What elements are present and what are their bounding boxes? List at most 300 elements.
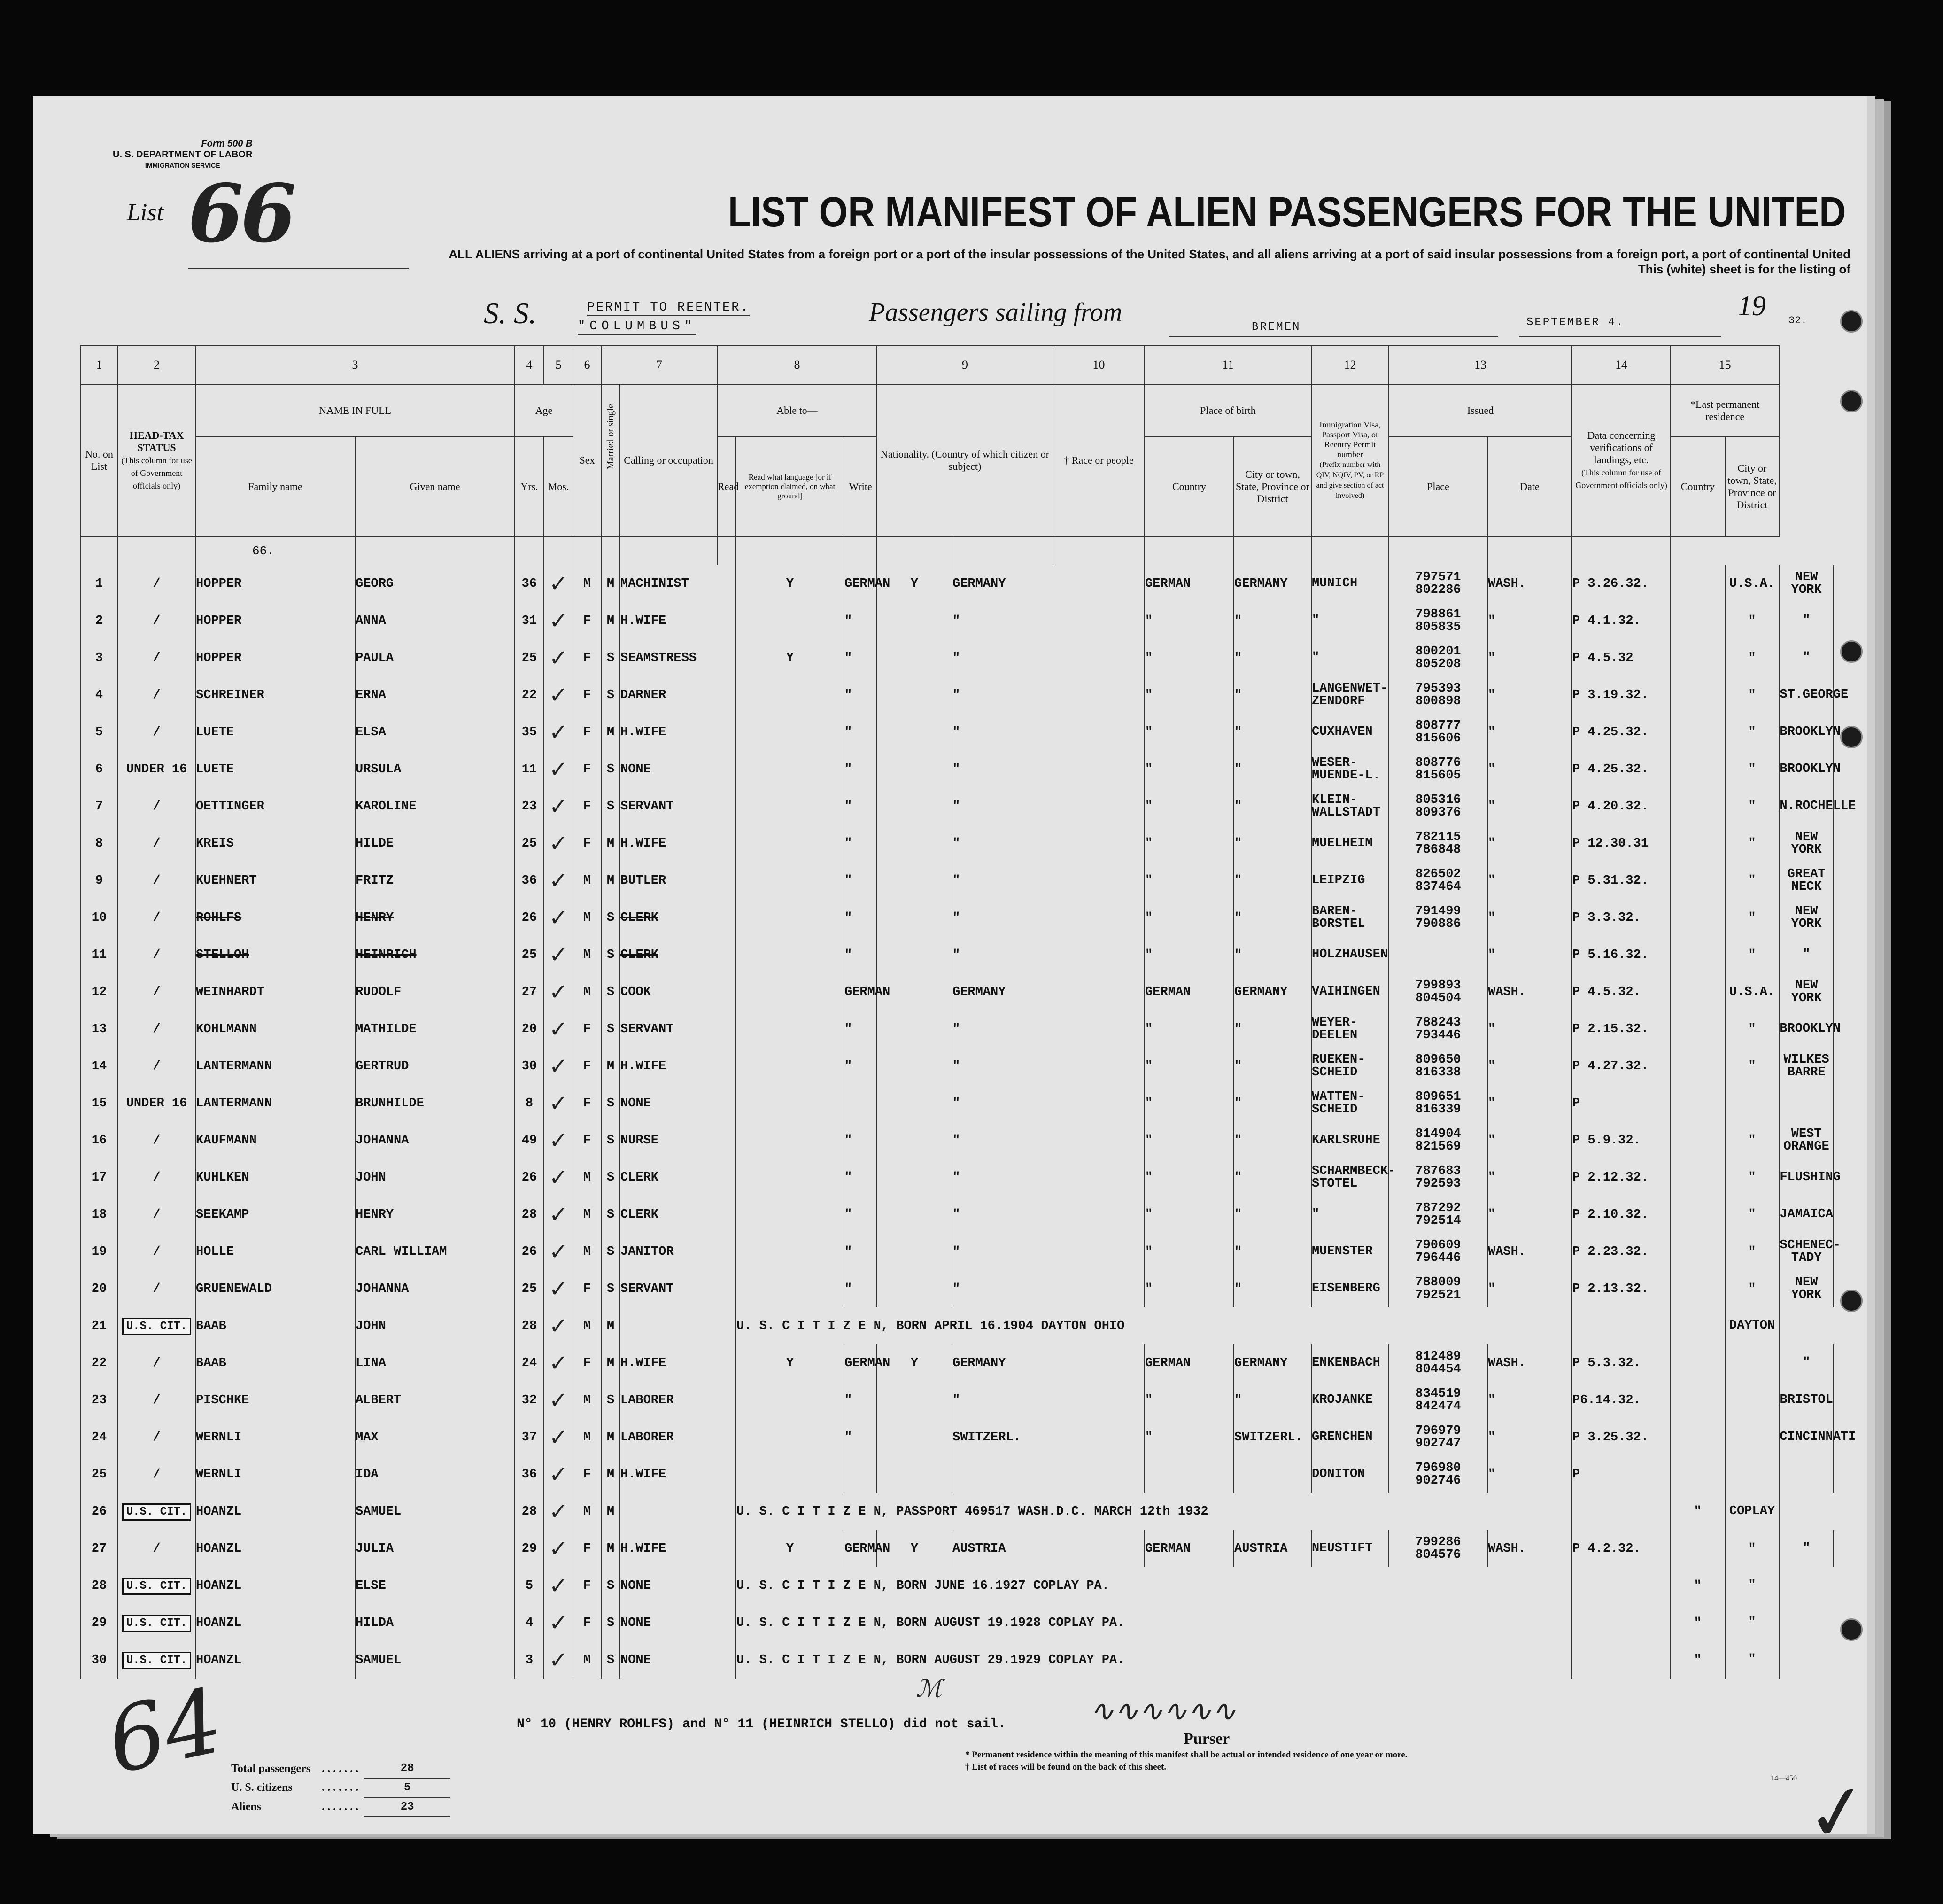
aliens-row — [225, 1797, 450, 1817]
residence-country: " — [1725, 1010, 1780, 1048]
year-suffix: 32. — [1788, 315, 1807, 326]
form-ref: 14—450 — [1771, 1774, 1797, 1782]
landing-verification — [1671, 751, 1725, 788]
can-write — [877, 899, 952, 936]
can-read: Y — [736, 1530, 844, 1567]
issued-date: P 5.9.32. — [1572, 1122, 1671, 1159]
race: GERMAN — [1145, 973, 1234, 1010]
ship-name: "COLUMBUS" — [578, 319, 696, 335]
permit-note: PERMIT TO REENTER. — [587, 301, 750, 316]
manifest-title: LIST OR MANIFEST OF ALIEN PASSENGERS FOR THE UNITED — [728, 189, 1846, 236]
issued-date: P — [1572, 1085, 1671, 1122]
col-res-city: City or town, State, Province or District — [1725, 437, 1780, 536]
residence-city: GREAT NECK — [1779, 862, 1834, 899]
landing-verification — [1671, 1530, 1725, 1567]
passenger-rows — [80, 565, 1856, 1679]
check-mark-icon: ✓ — [549, 1609, 568, 1636]
issued-date: P 4.20.32. — [1572, 788, 1671, 825]
race: " — [1145, 639, 1234, 676]
col-married — [601, 384, 620, 536]
table-row — [80, 1307, 1834, 1344]
family-name: KAUFMANN — [195, 1122, 355, 1159]
check-mark-icon: ✓ — [549, 867, 568, 894]
age-years: 27 — [515, 973, 544, 1010]
birth-city: MUELHEIM — [1311, 825, 1389, 862]
race: " — [1145, 825, 1234, 862]
head-tax-status: / — [118, 788, 195, 825]
can-write — [877, 602, 952, 639]
residence-country: " — [1725, 676, 1780, 714]
sex: F — [573, 825, 601, 862]
landing-verification — [1671, 1159, 1725, 1196]
check-cell — [544, 825, 573, 862]
birth-country: " — [1234, 639, 1311, 676]
col-landing — [1572, 384, 1671, 536]
check-mark-icon: ✓ — [549, 1535, 568, 1562]
head-tax-status — [118, 1567, 195, 1604]
check-mark-icon: ✓ — [549, 979, 568, 1005]
birth-city: HOLZHAUSEN — [1311, 936, 1389, 973]
birth-country: SWITZERL. — [1234, 1419, 1311, 1456]
col-family-name: Family name — [195, 437, 355, 536]
can-write — [877, 639, 952, 676]
head-tax-status: / — [118, 1344, 195, 1382]
citizens-label: U. S. citizens — [231, 1781, 293, 1794]
family-name: KUHLKEN — [195, 1159, 355, 1196]
marital-status: S — [601, 1010, 620, 1048]
row-number: 5 — [80, 714, 118, 751]
birth-country: AUSTRIA — [1234, 1530, 1311, 1567]
issued-date: P 3.3.32. — [1572, 899, 1671, 936]
marital-status: S — [601, 639, 620, 676]
landing-verification — [1671, 788, 1725, 825]
col-able-to: Able to— — [717, 384, 877, 437]
table-row — [80, 1159, 1834, 1196]
landing-verification — [1572, 1307, 1671, 1344]
read-language: GERMAN — [844, 973, 877, 1010]
table-row — [80, 788, 1834, 825]
marital-status: M — [601, 1048, 620, 1085]
sex: F — [573, 1010, 601, 1048]
race: " — [1145, 788, 1234, 825]
nationality: " — [952, 1010, 1145, 1048]
marital-status: M — [601, 1307, 620, 1344]
birth-country: GERMANY — [1234, 565, 1311, 602]
nationality: " — [952, 751, 1145, 788]
nationality: " — [952, 1085, 1145, 1122]
calling: H.WIFE — [620, 1530, 736, 1567]
list-ref — [195, 536, 355, 565]
sex: M — [573, 973, 601, 1010]
family-name: SEEKAMP — [195, 1196, 355, 1233]
calling: NONE — [620, 751, 736, 788]
read-language: " — [844, 1270, 877, 1307]
nationality: " — [952, 1233, 1145, 1270]
age-years: 49 — [515, 1122, 544, 1159]
read-language: GERMAN — [844, 565, 877, 602]
read-language: GERMAN — [844, 1344, 877, 1382]
nationality: " — [952, 676, 1145, 714]
form-number: Form 500 B — [201, 139, 253, 149]
calling: H.WIFE — [620, 1344, 736, 1382]
residence-country: " — [1671, 1604, 1725, 1641]
col-mos: Mos. — [544, 437, 573, 536]
marital-status: S — [601, 1604, 620, 1641]
citizen-note: U. S. C I T I Z E N, BORN AUGUST 19.1928 COPLAY PA. — [736, 1604, 1572, 1641]
issued-place: " — [1487, 1048, 1572, 1085]
table-row — [80, 1196, 1834, 1233]
us-citizen-stamp: U.S. CIT. — [122, 1318, 192, 1335]
given-name: PAULA — [355, 639, 515, 676]
calling: LABORER — [620, 1419, 736, 1456]
row-number: 29 — [80, 1604, 118, 1641]
colnum: 13 — [1389, 346, 1572, 384]
given-name: ALBERT — [355, 1382, 515, 1419]
can-write — [877, 1419, 952, 1456]
table-row — [80, 936, 1834, 973]
age-years: 30 — [515, 1048, 544, 1085]
age-years: 29 — [515, 1530, 544, 1567]
row-number: 14 — [80, 1048, 118, 1085]
age-years: 11 — [515, 751, 544, 788]
sex: F — [573, 788, 601, 825]
table-row — [80, 825, 1834, 862]
residence-country: " — [1725, 1196, 1780, 1233]
age-years: 28 — [515, 1307, 544, 1344]
birth-country: " — [1234, 1122, 1311, 1159]
nationality: " — [952, 1159, 1145, 1196]
row-number: 2 — [80, 602, 118, 639]
residence-country — [1671, 1307, 1725, 1344]
age-years: 25 — [515, 639, 544, 676]
issued-date: P 12.30.31 — [1572, 825, 1671, 862]
table-row — [80, 899, 1834, 936]
binder-hole — [1840, 1290, 1863, 1312]
issued-place: " — [1487, 1456, 1572, 1493]
col-issued-date: Date — [1487, 437, 1572, 536]
calling: H.WIFE — [620, 714, 736, 751]
can-write — [877, 936, 952, 973]
given-name: GERTRUD — [355, 1048, 515, 1085]
check-mark-icon: ✓ — [549, 756, 568, 783]
can-read — [736, 1456, 844, 1493]
visa-number — [1389, 936, 1487, 973]
calling: CLERK — [620, 936, 736, 973]
issued-place: " — [1487, 1010, 1572, 1048]
given-name: JULIA — [355, 1530, 515, 1567]
calling: SERVANT — [620, 1270, 736, 1307]
check-mark-icon: ✓ — [549, 1498, 568, 1525]
issued-place: " — [1487, 1122, 1572, 1159]
residence-country: " — [1725, 714, 1780, 751]
can-read — [736, 1419, 844, 1456]
birth-city: ENKENBACH — [1311, 1344, 1389, 1382]
table-row — [80, 1493, 1834, 1530]
marital-status: M — [601, 1493, 620, 1530]
landing-verification — [1671, 1419, 1725, 1456]
issued-date: P 5.3.32. — [1572, 1344, 1671, 1382]
citizen-note: U. S. C I T I Z E N, PASSPORT 469517 WASH.D.C. MARCH 12th 1932 — [736, 1493, 1572, 1530]
residence-country: " — [1671, 1641, 1725, 1679]
can-read — [736, 825, 844, 862]
can-write — [877, 1159, 952, 1196]
check-cell — [544, 1010, 573, 1048]
given-name: JOHANNA — [355, 1122, 515, 1159]
check-cell — [544, 676, 573, 714]
issued-place: WASH. — [1487, 565, 1572, 602]
family-name: GRUENEWALD — [195, 1270, 355, 1307]
issued-place: " — [1487, 862, 1572, 899]
landing-verification — [1671, 862, 1725, 899]
read-language: " — [844, 1159, 877, 1196]
issued-place: " — [1487, 751, 1572, 788]
can-write — [877, 788, 952, 825]
us-citizen-stamp: U.S. CIT. — [122, 1578, 192, 1595]
sex: F — [573, 1122, 601, 1159]
calling: CLERK — [620, 1196, 736, 1233]
age-years: 25 — [515, 936, 544, 973]
visa-label: Immigration Visa, Passport Visa, or Reentry Permit number — [1319, 420, 1381, 459]
citizens-dots: . . . . . . . — [322, 1781, 359, 1794]
head-tax-status — [118, 1604, 195, 1641]
nationality: " — [952, 1122, 1145, 1159]
family-name: OETTINGER — [195, 788, 355, 825]
marital-status: S — [601, 1567, 620, 1604]
check-mark-icon: ✓ — [549, 1350, 568, 1376]
read-language: GERMAN — [844, 1530, 877, 1567]
residence-city: NEW YORK — [1779, 825, 1834, 862]
check-cell — [544, 1530, 573, 1567]
given-name: GEORG — [355, 565, 515, 602]
visa-number: 788009 792521 — [1389, 1270, 1487, 1307]
residence-country — [1725, 1344, 1780, 1382]
col-head-tax — [118, 384, 195, 536]
landing-verification — [1671, 602, 1725, 639]
nationality: GERMANY — [952, 565, 1145, 602]
race: GERMAN — [1145, 1530, 1234, 1567]
intro-line-2: This (white) sheet is for the listing of — [1638, 262, 1850, 276]
race: " — [1145, 1048, 1234, 1085]
sex: M — [573, 1233, 601, 1270]
issued-place: " — [1487, 1270, 1572, 1307]
check-cell — [544, 1085, 573, 1122]
given-name: BRUNHILDE — [355, 1085, 515, 1122]
married-label: Married or single — [605, 404, 616, 469]
marital-status: S — [601, 936, 620, 973]
issued-place: " — [1487, 1382, 1572, 1419]
calling: CLERK — [620, 899, 736, 936]
residence-city: COPLAY — [1725, 1493, 1780, 1530]
can-read — [736, 936, 844, 973]
age-years: 36 — [515, 862, 544, 899]
row-number: 30 — [80, 1641, 118, 1679]
family-name: SCHREINER — [195, 676, 355, 714]
sex: F — [573, 1344, 601, 1382]
table-row — [80, 1233, 1834, 1270]
signature-initials: ℳ — [916, 1675, 942, 1703]
col-read-lang: Read what language [or if exemption claimed, on what ground] — [736, 437, 844, 536]
read-language: " — [844, 602, 877, 639]
marital-status: S — [601, 1159, 620, 1196]
check-mark-icon: ✓ — [549, 607, 568, 634]
birth-country: " — [1234, 1196, 1311, 1233]
family-name: KOHLMANN — [195, 1010, 355, 1048]
residence-city — [1779, 1456, 1834, 1493]
sex: M — [573, 899, 601, 936]
family-name: HOPPER — [195, 639, 355, 676]
birth-country: " — [1234, 825, 1311, 862]
col-yrs: Yrs. — [515, 437, 544, 536]
calling: DARNER — [620, 676, 736, 714]
check-cell — [544, 1307, 573, 1344]
issued-place: " — [1487, 936, 1572, 973]
sex: F — [573, 602, 601, 639]
age-years: 28 — [515, 1196, 544, 1233]
binder-hole — [1840, 390, 1863, 412]
check-mark-icon: ✓ — [549, 570, 568, 597]
us-citizen-stamp: U.S. CIT. — [122, 1652, 192, 1669]
residence-country: " — [1725, 899, 1780, 936]
given-name: LINA — [355, 1344, 515, 1382]
nationality: " — [952, 1196, 1145, 1233]
table-row — [80, 1344, 1834, 1382]
list-ref-row — [80, 536, 1834, 565]
can-write — [877, 1196, 952, 1233]
row-number: 24 — [80, 1419, 118, 1456]
can-write: Y — [877, 1344, 952, 1382]
large-check-mark: ✓ — [1800, 1764, 1875, 1861]
birth-city: " — [1311, 602, 1389, 639]
given-name: MAX — [355, 1419, 515, 1456]
residence-country: " — [1725, 602, 1780, 639]
can-read — [736, 1233, 844, 1270]
can-read — [736, 1382, 844, 1419]
col-issued: Issued — [1389, 384, 1572, 437]
col-write: Write — [844, 437, 877, 536]
family-name: HOANZL — [195, 1641, 355, 1679]
age-years: 23 — [515, 788, 544, 825]
birth-city: NEUSTIFT — [1311, 1530, 1389, 1567]
given-name: ERNA — [355, 676, 515, 714]
issued-place: " — [1487, 676, 1572, 714]
check-mark-icon: ✓ — [549, 1053, 568, 1080]
nationality: " — [952, 825, 1145, 862]
age-years: 36 — [515, 565, 544, 602]
issued-place: WASH. — [1487, 973, 1572, 1010]
residence-city: NEW YORK — [1779, 899, 1834, 936]
race: " — [1145, 1382, 1234, 1419]
marital-status: M — [601, 602, 620, 639]
check-mark-icon: ✓ — [549, 1275, 568, 1302]
list-number: 66 — [188, 167, 294, 261]
calling: H.WIFE — [620, 602, 736, 639]
residence-city: " — [1779, 1530, 1834, 1567]
race: " — [1145, 1270, 1234, 1307]
manifest-table — [80, 345, 1856, 1679]
landing-verification — [1572, 1567, 1671, 1604]
row-number: 15 — [80, 1085, 118, 1122]
birth-city: MUNICH — [1311, 565, 1389, 602]
check-cell — [544, 1344, 573, 1382]
head-tax-note: (This column for use of Government officials only) — [121, 455, 192, 490]
calling: H.WIFE — [620, 825, 736, 862]
landing-verification — [1671, 676, 1725, 714]
landing-verification — [1671, 639, 1725, 676]
colnum: 6 — [573, 346, 601, 384]
residence-city: " — [1725, 1641, 1780, 1679]
sex: M — [573, 1382, 601, 1419]
nationality: " — [952, 1270, 1145, 1307]
issued-date: P 3.26.32. — [1572, 565, 1671, 602]
read-language: " — [844, 788, 877, 825]
residence-country: " — [1725, 1122, 1780, 1159]
check-mark-icon: ✓ — [549, 1164, 568, 1191]
birth-country: " — [1234, 676, 1311, 714]
head-tax-status: UNDER 16 — [118, 1085, 195, 1122]
did-not-sail-note: N° 10 (HENRY ROHLFS) and N° 11 (HEINRICH STELLO) did not sail. — [517, 1717, 1006, 1732]
sex: F — [573, 714, 601, 751]
colnum: 7 — [601, 346, 717, 384]
row-number: 23 — [80, 1382, 118, 1419]
table-row — [80, 639, 1834, 676]
nationality: " — [952, 862, 1145, 899]
row-number: 17 — [80, 1159, 118, 1196]
read-language: " — [844, 862, 877, 899]
visa-number: 799893 804504 — [1389, 973, 1487, 1010]
race: " — [1145, 1233, 1234, 1270]
row-number: 3 — [80, 639, 118, 676]
marital-status: S — [601, 1196, 620, 1233]
sex: F — [573, 676, 601, 714]
nationality: " — [952, 788, 1145, 825]
colnum: 9 — [877, 346, 1053, 384]
can-write — [877, 1233, 952, 1270]
residence-city: ST.GEORGE — [1779, 676, 1834, 714]
given-name: HENRY — [355, 899, 515, 936]
colnum: 10 — [1053, 346, 1145, 384]
head-tax-status: / — [118, 1196, 195, 1233]
total-passengers-row — [225, 1759, 450, 1778]
row-number: 9 — [80, 862, 118, 899]
birth-country: " — [1234, 602, 1311, 639]
table-row — [80, 1419, 1834, 1456]
binder-hole — [1840, 1618, 1863, 1641]
head-tax-status: / — [118, 899, 195, 936]
sex: F — [573, 639, 601, 676]
calling: NONE — [620, 1641, 736, 1679]
nationality: " — [952, 899, 1145, 936]
birth-country: " — [1234, 1085, 1311, 1122]
table-row — [80, 1456, 1834, 1493]
issued-place: " — [1487, 788, 1572, 825]
landing-verification — [1671, 1344, 1725, 1382]
issued-date: P 4.27.32. — [1572, 1048, 1671, 1085]
aliens-value: 23 — [364, 1797, 450, 1817]
birth-city: WATTEN- SCHEID — [1311, 1085, 1389, 1122]
check-cell — [544, 1382, 573, 1419]
check-cell — [544, 1641, 573, 1679]
table-row — [80, 1122, 1834, 1159]
table-row — [80, 1085, 1834, 1122]
family-name: LUETE — [195, 714, 355, 751]
given-name: CARL WILLIAM — [355, 1233, 515, 1270]
check-cell — [544, 565, 573, 602]
col-calling: Calling or occupation — [620, 384, 717, 536]
col-read: Read — [717, 437, 736, 536]
check-cell — [544, 1493, 573, 1530]
given-name: SAMUEL — [355, 1641, 515, 1679]
sex: F — [573, 1085, 601, 1122]
